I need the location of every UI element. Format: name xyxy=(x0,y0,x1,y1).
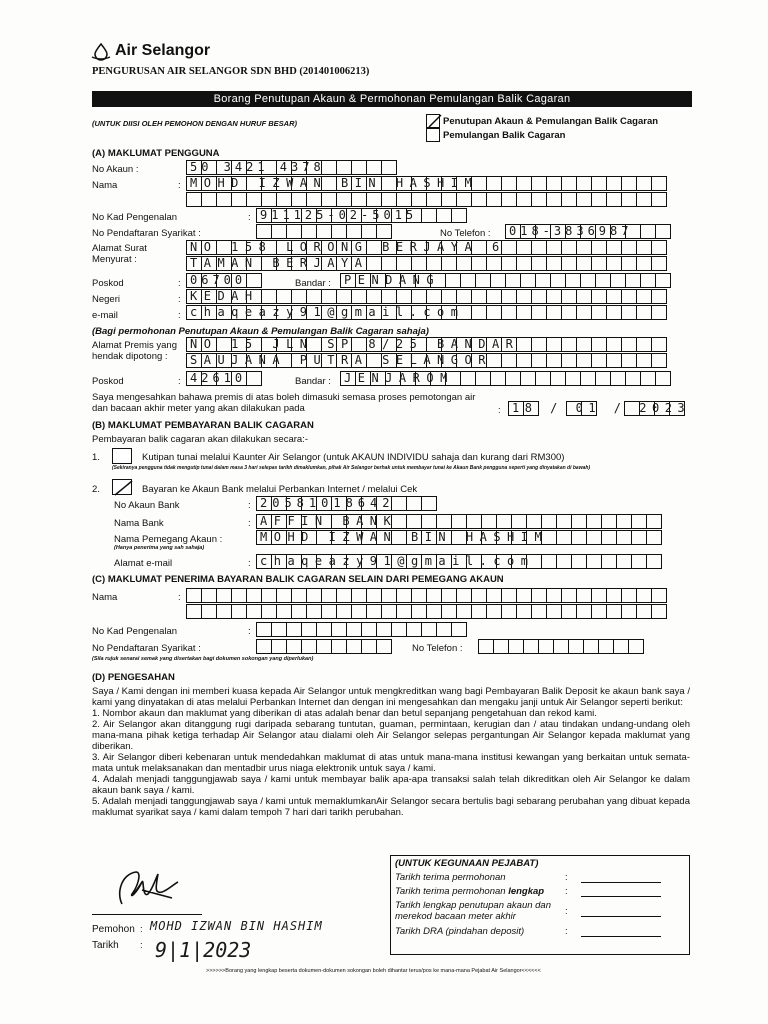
colon: : xyxy=(178,180,181,191)
bank-name-label: Nama Bank xyxy=(114,518,164,529)
alamat-label: Alamat Surat Menyurat : xyxy=(92,243,147,265)
tarikh-value[interactable]: 9|1|2023 xyxy=(155,938,252,962)
signature-line xyxy=(92,914,202,915)
office-use-box xyxy=(390,855,690,955)
holder-note: (Hanya penerima yang sah sahaja) xyxy=(114,545,205,551)
office-colon-2: : xyxy=(565,886,568,897)
bank-option-checkbox[interactable] xyxy=(112,479,132,495)
email-value[interactable]: chaqeazy91@gmail.com xyxy=(190,305,465,319)
bank-name-value[interactable]: AFFIN BANK xyxy=(260,514,398,528)
c-ic-label: No Kad Pengenalan xyxy=(92,626,178,637)
no-akaun-label: No Akaun : xyxy=(92,164,139,175)
c-nama-boxes-1 xyxy=(186,588,666,603)
poskod-label: Poskod xyxy=(92,278,124,289)
premis-line-1[interactable]: NO 15 JLN SP 8/25 BANDAR xyxy=(190,337,520,351)
section-a-title: (A) MAKLUMAT PENGGUNA xyxy=(92,148,220,159)
office-row-4: Tarikh DRA (pindahan deposit) xyxy=(395,926,525,937)
office-row-2 xyxy=(395,886,544,897)
colon: : xyxy=(178,376,181,387)
no-akaun-value[interactable]: 50 3421 4378 xyxy=(190,160,325,174)
c-nama-label: Nama xyxy=(92,592,118,603)
instruction: (UNTUK DIISI OLEH PEMOHON DENGAN HURUF BESAR) xyxy=(92,119,298,128)
applicant-signature xyxy=(112,864,182,910)
bank-email-label: Alamat e-mail xyxy=(114,558,173,569)
office-row-2-text: Tarikh terima permohonan xyxy=(395,886,509,897)
c-ic-boxes xyxy=(256,622,466,637)
closure-note: (Bagi permohonan Penutupan Akaun & Pemulangan Balik Cagaran sahaja) xyxy=(92,326,429,337)
negeri-value[interactable]: KEDAH xyxy=(190,289,259,303)
c-nama-boxes-2 xyxy=(186,604,666,619)
pemohon-value[interactable]: MOHD IZWAN BIN HASHIM xyxy=(150,919,323,933)
section-c-title: (C) MAKLUMAT PENERIMA BAYARAN BALIK CAGARAN SELAIN DARI PEMEGANG AKAUN xyxy=(92,574,504,585)
holder-label: Nama Pemegang Akaun : xyxy=(114,534,223,545)
brand-name: Air Selangor xyxy=(115,42,211,59)
office-line-4 xyxy=(581,936,661,937)
bandar-value[interactable]: PENDANG xyxy=(344,273,441,287)
section-b-intro: Pembayaran balik cagaran akan dilakukan secara:- xyxy=(92,434,308,445)
option-number-2: 2. xyxy=(92,484,100,495)
declaration-2: 2. Air Selangor akan ditanggung rugi daripada sebarang tuntutan, guaman, permintaan, kerugian dan / atau tindakan undang-undang oleh mana-mana pihak ketiga terhadap Air Selangor atau dialami oleh Air Selangor selepas pergantungan Air Selangor kepada maklumat yang diberikan. xyxy=(92,719,690,752)
footer-note: >>>>>>Borang yang lengkap beserta dokumen-dokumen sokongan boleh dihantar terus/pos ke mana-mana Pejabat Air Selangor<<<<<< xyxy=(206,968,541,974)
premis-line-2[interactable]: SAUJANA PUTRA SELANGOR xyxy=(190,353,492,367)
bandar2-label: Bandar : xyxy=(295,376,331,387)
c-note: (Sila rujuk senarai semak yang disertakan bagi dokumen sokongan yang diperlukan) xyxy=(92,656,314,662)
nama-label: Nama xyxy=(92,180,118,191)
water-drop-icon xyxy=(90,43,112,61)
premis-label: Alamat Premis yang hendak dipotong : xyxy=(92,340,178,362)
office-line-2 xyxy=(581,896,661,897)
bandar2-value[interactable]: JENJAROM xyxy=(344,371,454,385)
colon: : xyxy=(498,405,501,416)
colon: : xyxy=(140,924,143,935)
office-colon-4: : xyxy=(565,926,568,937)
holder-value[interactable]: MOHD IZWAN BIN HASHIM xyxy=(260,530,549,544)
colon: : xyxy=(248,518,251,529)
office-row-3a: Tarikh lengkap penutupan akaun dan xyxy=(395,900,551,911)
colon: : xyxy=(248,558,251,569)
option-number-1: 1. xyxy=(92,452,100,463)
option-closure-checkbox[interactable] xyxy=(426,114,440,128)
colon: : xyxy=(178,310,181,321)
declaration-1: 1. Nombor akaun dan maklumat yang diberikan di atas adalah benar dan betul sepanjang pengetahuan dan rekod kami. xyxy=(92,708,597,719)
cash-option-label: Kutipan tunai melalui Kaunter Air Selangor (untuk AKAUN INDIVIDU sahaja dan kurang dari RM300) xyxy=(142,452,565,463)
office-colon-1: : xyxy=(565,872,568,883)
declaration-5: 5. Adalah menjadi tanggungjawab saya / kami untuk memaklumkanAir Selangor secara bertulis bagi sebarang perubahan yang dibuat kepada maklumat syarikat saya / kami dalam tempoh 7 hari dari tarikh perubahan. xyxy=(92,796,690,818)
cash-option-checkbox[interactable] xyxy=(112,448,132,464)
option-closure-label: Penutupan Akaun & Pemulangan Balik Cagaran xyxy=(443,116,659,127)
telefon-label: No Telefon : xyxy=(440,228,491,239)
signature-scribble-icon xyxy=(112,864,182,910)
nama-boxes-2 xyxy=(186,192,666,207)
confirm-text-1: Saya mengesahkan bahawa premis di atas boleh dimasuki semasa proses pemotongan air xyxy=(92,392,476,403)
c-syarikat-boxes xyxy=(256,639,391,654)
declaration-text xyxy=(92,686,690,818)
colon: : xyxy=(248,212,251,223)
tarikh-label: Tarikh xyxy=(92,940,119,951)
declaration-4: 4. Adalah menjadi tanggungjawab saya / kami untuk membayar balik apa-apa transaksi salah telah dikreditkan oleh Air Selangor ke dalam akaun bank saya / kami. xyxy=(92,774,690,796)
tick-mark-icon xyxy=(428,114,442,128)
confirm-text-2: dan bacaan akhir meter yang akan dilakukan pada xyxy=(92,403,305,414)
office-line-1 xyxy=(581,882,661,883)
ic-value[interactable]: 911125-02-5015 xyxy=(260,208,418,222)
section-d-title: (D) PENGESAHAN xyxy=(92,672,175,683)
declaration-intro: Saya / Kami dengan ini memberi kuasa kepada Air Selangor untuk mengkreditkan wang bagi Pembayaran Balik Deposit ke akaun bank saya / kami yang dinyatakan di atas melalui Perbankan Internet dan dengan ini mengesahkan dan mengaku janji untuk Air Selangor seperti berikut: xyxy=(92,686,690,708)
c-telefon-boxes xyxy=(478,639,643,654)
form-title: Borang Penutupan Akaun & Permohonan Pemulangan Balik Cagaran xyxy=(92,91,692,107)
brand-logo xyxy=(90,43,112,61)
poskod-value[interactable]: 06700 xyxy=(190,273,247,287)
tick-mark-icon xyxy=(113,480,133,496)
bandar-label: Bandar : xyxy=(295,278,331,289)
colon: : xyxy=(178,592,181,603)
bank-acc-value[interactable]: 20581018642 xyxy=(260,496,395,510)
option-refund-label: Pemulangan Balik Cagaran xyxy=(443,130,566,141)
office-line-3 xyxy=(581,916,661,917)
bank-email-value[interactable]: chaqeazy91@gmail.com xyxy=(260,554,535,568)
bank-option-label: Bayaran ke Akaun Bank melalui Perbankan Internet / melalui Cek xyxy=(142,484,418,495)
office-title: (UNTUK KEGUNAAN PEJABAT) xyxy=(395,858,539,869)
colon: : xyxy=(178,294,181,305)
nama-value[interactable]: MOHD IZWAN BIN HASHIM xyxy=(190,176,479,190)
ic-label: No Kad Pengenalan xyxy=(92,212,178,223)
email-label: e-mail xyxy=(92,310,118,321)
declaration-3: 3. Air Selangor diberi kebenaran untuk mendedahkan maklumat di atas untuk mana-mana institusi kewangan yang berkaitan untuk semata-mata untuk melaksanakan dan mentadbir urus niaga elektronik untuk saya / kami. xyxy=(92,752,690,774)
office-row-2-bold: lengkap xyxy=(508,886,545,897)
colon: : xyxy=(178,278,181,289)
poskod2-label: Poskod xyxy=(92,376,124,387)
c-telefon-label: No Telefon : xyxy=(412,643,463,654)
negeri-label: Negeri xyxy=(92,294,120,305)
c-syarikat-label: No Pendaftaran Syarikat : xyxy=(92,643,201,654)
section-b-title: (B) MAKLUMAT PEMBAYARAN BALIK CAGARAN xyxy=(92,420,314,431)
colon: : xyxy=(140,940,143,951)
alamat-line-2[interactable]: TAMAN BERJAYA xyxy=(190,256,369,270)
poskod2-value[interactable]: 42610 xyxy=(190,371,247,385)
office-row-3b: merekod bacaan meter akhir xyxy=(395,911,516,922)
office-row-1: Tarikh terima permohonan xyxy=(395,872,506,883)
pemohon-label: Pemohon xyxy=(92,924,135,935)
bank-acc-label: No Akaun Bank xyxy=(114,500,180,511)
option-refund-checkbox[interactable] xyxy=(426,128,440,142)
colon: : xyxy=(248,626,251,637)
syarikat-boxes xyxy=(256,224,391,239)
telefon-value[interactable]: 018-3836987 xyxy=(509,224,633,238)
company-name: PENGURUSAN AIR SELANGOR SDN BHD (201401006213) xyxy=(92,66,370,77)
office-colon-3: : xyxy=(565,906,568,917)
cash-option-note: (Sekiranya pengguna tidak mengutip tunai dalam masa 3 hari selepas tarikh dimaklumkan, pihak Air Selangor berhak untuk membayar tunai ke Akaun Bank pengguna seperti yang dinyatakan di bawah) xyxy=(112,465,591,471)
syarikat-label: No Pendaftaran Syarikat : xyxy=(92,228,201,239)
alamat-line-1[interactable]: NO 158 LORONG BERJAYA 6 xyxy=(190,240,506,254)
colon: : xyxy=(248,500,251,511)
date-value[interactable]: 18 / 01 / 2023 xyxy=(512,401,691,415)
